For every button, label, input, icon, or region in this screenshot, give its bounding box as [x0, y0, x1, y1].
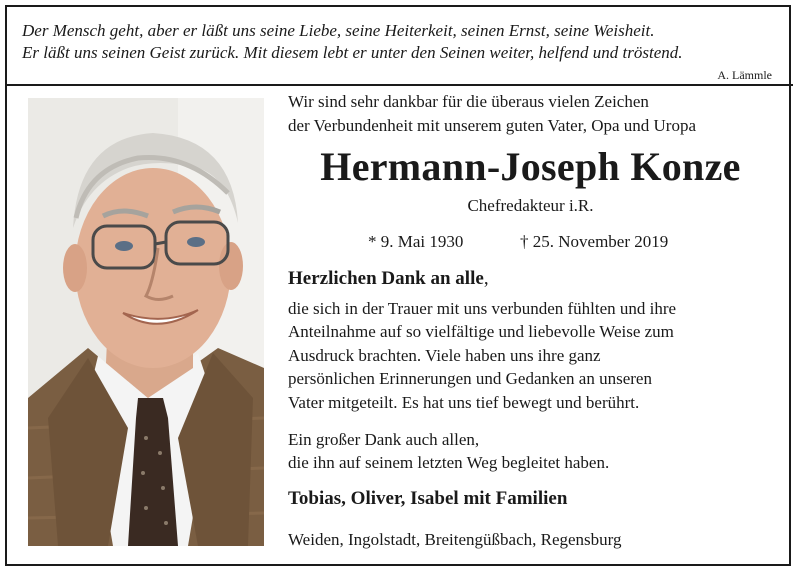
intro-line-2: der Verbundenheit mit unserem guten Vater, Opa und Uropa	[288, 116, 696, 135]
intro-line-1: Wir sind sehr dankbar für die überaus vielen Zeichen	[288, 92, 649, 111]
portrait-photo	[28, 98, 264, 546]
death-date: † 25. November 2019	[520, 232, 669, 251]
thanks-line: die ihn auf seinem letzten Weg begleitet haben.	[288, 453, 610, 473]
thanks-heading	[288, 268, 489, 290]
family-places: Weiden, Ingolstadt, Breitengüßbach, Regensburg	[288, 530, 622, 549]
thanks-line: Ein großer Dank auch allen,	[288, 430, 480, 449]
quote-line-2: Er läßt uns seinen Geist zurück. Mit diesem lebt er unter den Seinen weiter, helfend und tröstend.	[22, 43, 683, 62]
portrait-illustration	[28, 98, 264, 546]
deceased-role: Chefredakteur i.R.	[467, 196, 594, 215]
thanks-paragraph-1	[288, 297, 780, 414]
thanks-line: Vater mitgeteilt. Es hat uns tief bewegt und berührt.	[288, 392, 640, 412]
thanks-line: die sich in der Trauer mit uns verbunden fühlten und ihre	[288, 299, 677, 318]
intro	[288, 90, 780, 138]
birth-date: * 9. Mai 1930	[368, 232, 464, 251]
thanks-line: Anteilnahme auf so vielfältige und liebevolle Weise zum	[288, 322, 674, 342]
thanks-heading-comma: ,	[483, 268, 489, 289]
quote-author: A. Lämmle	[717, 68, 772, 82]
thanks-line: Ausdruck brachten. Viele haben uns ihre ganz	[288, 345, 601, 365]
quote	[22, 20, 780, 64]
deceased-name: Hermann-Joseph Konze	[320, 144, 741, 189]
thanks-paragraph-2	[288, 428, 780, 475]
thanks-line: persönlichen Erinnerungen und Gedanken an unseren	[288, 369, 652, 389]
divider	[7, 84, 793, 86]
family-signature: Tobias, Oliver, Isabel mit Familien	[288, 488, 568, 509]
thanks-heading-text: Herzlichen Dank an alle	[288, 268, 484, 289]
quote-line-1: Der Mensch geht, aber er läßt uns seine Liebe, seine Heiterkeit, seinen Ernst, seine Weisheit.	[22, 21, 655, 40]
